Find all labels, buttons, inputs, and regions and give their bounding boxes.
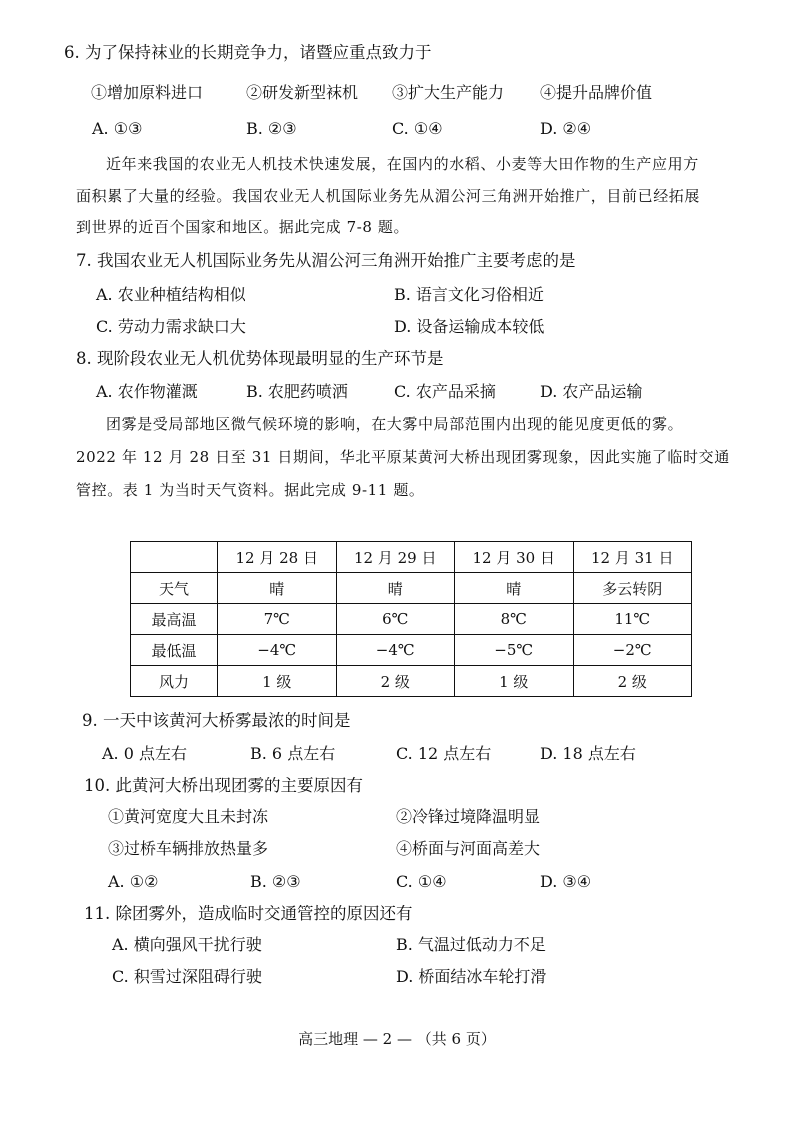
q9-option-b: B. 6 点左右 [250, 744, 336, 763]
q8-option-a: A. 农作物灌溉 [96, 382, 198, 401]
table-header-cell: 12 月 28 日 [218, 542, 337, 573]
q9-option-d: D. 18 点左右 [540, 744, 636, 763]
table-row [131, 604, 692, 635]
q7-option-d: D. 设备运输成本较低 [394, 317, 545, 336]
q8-stem: 8. 现阶段农业无人机优势体现最明显的生产环节是 [76, 349, 444, 368]
table-cell: 2 级 [336, 666, 455, 697]
table-cell: 天气 [131, 573, 218, 604]
q8-option-c: C. 农产品采摘 [394, 382, 496, 401]
table-cell: 晴 [336, 573, 455, 604]
q10-item-3: ③过桥车辆排放热量多 [108, 839, 269, 858]
q10-item-1: ①黄河宽度大且未封冻 [108, 807, 269, 826]
table-cell: 6℃ [336, 604, 455, 635]
q7-option-a: A. 农业种植结构相似 [96, 285, 246, 304]
page-footer: 高三地理 — 2 — （共 6 页） [298, 1030, 496, 1048]
table-cell: 最高温 [131, 604, 218, 635]
q11-option-c: C. 积雪过深阻碍行驶 [112, 967, 262, 986]
q6-option-c: C. ①④ [392, 119, 443, 138]
q10-option-c: C. ①④ [396, 872, 447, 891]
table-cell: 风力 [131, 666, 218, 697]
table-cell: −4℃ [218, 635, 337, 666]
passage2-line-3: 管控。表 1 为当时天气资料。据此完成 9-11 题。 [76, 481, 425, 499]
table-row [131, 666, 692, 697]
q6-item-2: ②研发新型袜机 [246, 83, 359, 102]
q7-stem: 7. 我国农业无人机国际业务先从湄公河三角洲开始推广主要考虑的是 [76, 251, 576, 270]
q10-item-2: ②冷锋过境降温明显 [396, 807, 541, 826]
table-cell: 最低温 [131, 635, 218, 666]
q6-item-1: ①增加原料进口 [91, 83, 204, 102]
table-cell: 多云转阴 [573, 573, 692, 604]
q10-stem: 10. 此黄河大桥出现团雾的主要原因有 [84, 776, 363, 795]
q11-option-a: A. 横向强风干扰行驶 [112, 935, 262, 954]
q8-option-b: B. 农肥药喷洒 [246, 382, 348, 401]
passage1-line-3: 到世界的近百个国家和地区。据此完成 7-8 题。 [76, 218, 410, 236]
table-cell: 晴 [218, 573, 337, 604]
passage2-line-1: 团雾是受局部地区微气候环境的影响，在大雾中局部范围内出现的能见度更低的雾。 [106, 415, 684, 433]
table-cell: 11℃ [573, 604, 692, 635]
q9-option-c: C. 12 点左右 [396, 744, 492, 763]
q7-option-c: C. 劳动力需求缺口大 [96, 317, 246, 336]
q9-option-a: A. 0 点左右 [102, 744, 187, 763]
table-cell: −5℃ [455, 635, 574, 666]
q10-option-b: B. ②③ [250, 872, 301, 891]
q8-option-d: D. 农产品运输 [540, 382, 643, 401]
passage1-line-1: 近年来我国的农业无人机技术快速发展，在国内的水稻、小麦等大田作物的生产应用方 [106, 155, 699, 173]
weather-table [130, 541, 692, 697]
q11-option-d: D. 桥面结冰车轮打滑 [396, 967, 547, 986]
table-cell: 7℃ [218, 604, 337, 635]
table-header-cell: 12 月 29 日 [336, 542, 455, 573]
table-cell: 1 级 [218, 666, 337, 697]
q6-option-b: B. ②③ [246, 119, 297, 138]
q10-option-a: A. ①② [108, 872, 159, 891]
table-header-row [131, 542, 692, 573]
table-row [131, 635, 692, 666]
table-cell: −4℃ [336, 635, 455, 666]
table-cell: 晴 [455, 573, 574, 604]
table-cell: 1 级 [455, 666, 574, 697]
q6-stem: 6. 为了保持袜业的长期竞争力，诸暨应重点致力于 [64, 43, 432, 62]
q11-stem: 11. 除团雾外，造成临时交通管控的原因还有 [84, 904, 413, 923]
table-cell: 2 级 [573, 666, 692, 697]
table-cell: 8℃ [455, 604, 574, 635]
table-header-cell [131, 542, 218, 573]
table-row [131, 573, 692, 604]
q6-item-4: ④提升品牌价值 [540, 83, 653, 102]
table-header-cell: 12 月 31 日 [573, 542, 692, 573]
q6-item-3: ③扩大生产能力 [392, 83, 505, 102]
q11-option-b: B. 气温过低动力不足 [396, 935, 546, 954]
q10-option-d: D. ③④ [540, 872, 592, 891]
q9-stem: 9. 一天中该黄河大桥雾最浓的时间是 [82, 711, 351, 730]
q6-option-d: D. ②④ [540, 119, 592, 138]
passage2-line-2: 2022 年 12 月 28 日至 31 日期间，华北平原某黄河大桥出现团雾现象，因此实施了临时交通 [76, 448, 730, 466]
table-header-cell: 12 月 30 日 [455, 542, 574, 573]
q6-option-a: A. ①③ [92, 119, 143, 138]
table-cell: −2℃ [573, 635, 692, 666]
q7-option-b: B. 语言文化习俗相近 [394, 285, 544, 304]
passage1-line-2: 面积累了大量的经验。我国农业无人机国际业务先从湄公河三角洲开始推广，目前已经拓展 [76, 187, 701, 205]
q10-item-4: ④桥面与河面高差大 [396, 839, 541, 858]
